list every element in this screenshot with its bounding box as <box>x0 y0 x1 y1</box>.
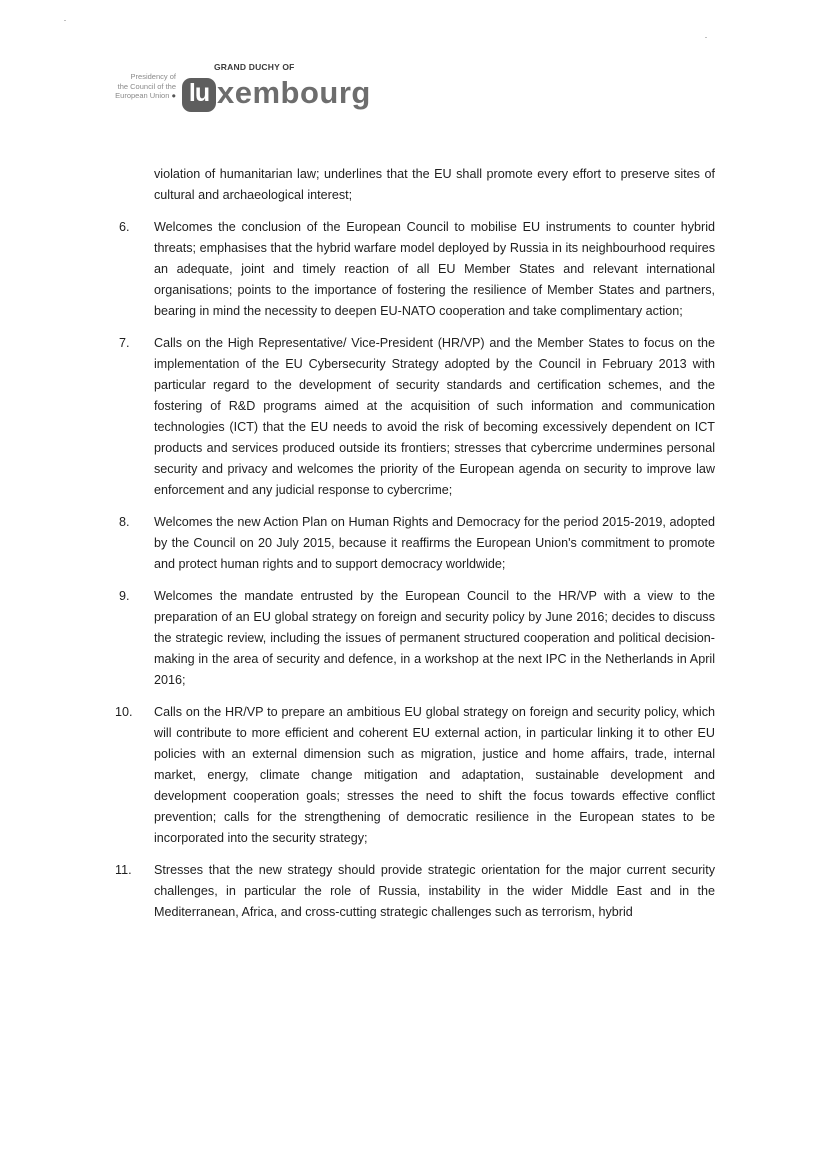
numbered-item <box>115 512 715 575</box>
scan-speck <box>64 20 66 21</box>
grand-duchy-label: GRAND DUCHY OF <box>214 62 295 72</box>
item-text: Calls on the HR/VP to prepare an ambitious EU global strategy on foreign and security policy, which will contribute to more efficient and coherent EU external action, in particular linking it to other EU policies with an external dimension such as migration, justice and home affairs, trade, internal market, energy, climate change mitigation and adaptation, sustainable development and development cooperation goals; stresses the need to shift the focus towards effective conflict prevention; calls for the strengthening of democratic resilience in the European states to be incorporated into the security strategy; <box>154 705 715 845</box>
numbered-item <box>115 860 715 923</box>
item-number: 7. <box>119 336 130 350</box>
item-number: 9. <box>119 589 130 603</box>
presidency-line: European Union ● <box>115 91 176 100</box>
scan-speck <box>705 37 707 38</box>
lead-paragraph: violation of humanitarian law; underlines that the EU shall promote every effort to preserve sites of cultural and archaeological interest; <box>154 167 715 202</box>
item-number: 8. <box>119 515 130 529</box>
luxembourg-logo-mark: lu <box>182 78 216 112</box>
luxembourg-logo-wordmark: xembourg <box>217 75 371 110</box>
separator-dot-icon: ● <box>171 91 176 100</box>
item-number: 11. <box>115 863 132 877</box>
presidency-line: Presidency of <box>130 72 176 81</box>
item-text: Calls on the High Representative/ Vice-President (HR/VP) and the Member States to focus on the implementation of the EU Cybersecurity Strategy adopted by the Council in February 2013 with particular regard to the development of security standards and certification schemes, and the fostering of R&D programs aimed at the acquisition of such information and communication technologies (ICT) that the EU needs to avoid the risk of becoming excessively dependent on ICT products and services produced outside its frontiers; stresses that cybercrime undermines personal security and privacy and welcomes the priority of the European agenda on security to improve law enforcement and any judicial response to cybercrime; <box>154 336 715 497</box>
item-text: Welcomes the conclusion of the European Council to mobilise EU instruments to counter hybrid threats; emphasises that the hybrid warfare model deployed by Russia in its neighbourhood requires an adequate, joint and timely reaction of all EU Member States and relevant international organisations; points to the importance of fostering the resilience of Member States and partners, bearing in mind the necessity to deepen EU-NATO cooperation and take complimentary action; <box>154 220 715 318</box>
item-number: 10. <box>115 705 133 719</box>
numbered-item <box>115 702 715 849</box>
numbered-item <box>115 333 715 501</box>
letterhead <box>0 0 827 120</box>
presidency-label <box>80 72 176 101</box>
item-number: 6. <box>119 220 130 234</box>
document-body <box>115 164 715 923</box>
numbered-item <box>115 586 715 691</box>
item-text: Stresses that the new strategy should provide strategic orientation for the major current security challenges, in particular the role of Russia, instability in the wider Middle East and in the Mediterranean, Africa, and cross-cutting strategic challenges such as terrorism, hybrid <box>154 863 715 919</box>
numbered-item <box>115 217 715 322</box>
presidency-line: the Council of the <box>117 81 176 91</box>
item-text: Welcomes the mandate entrusted by the European Council to the HR/VP with a view to the preparation of an EU global strategy on foreign and security policy by June 2016; decides to discuss the strategic review, including the issues of permanent structured cooperation and political decision-making in the area of security and defence, in a workshop at the next IPC in the Netherlands in April 2016; <box>154 589 715 687</box>
item-text: Welcomes the new Action Plan on Human Rights and Democracy for the period 2015-2019, adopted by the Council on 20 July 2015, because it reaffirms the European Union's commitment to promote and protect human rights and to support democracy worldwide; <box>154 515 715 571</box>
